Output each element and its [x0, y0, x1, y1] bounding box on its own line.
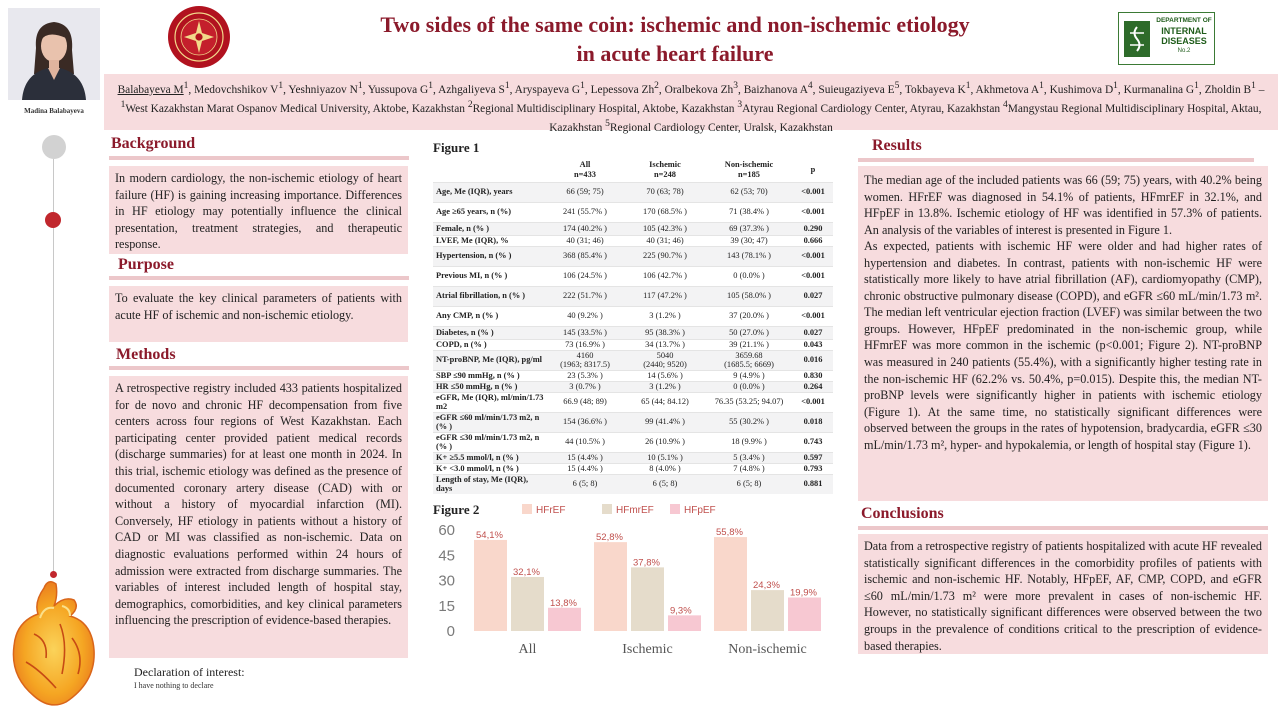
- table-header-cell: Ischemic n=248: [649, 160, 681, 179]
- cell-ischemic: 6 (5; 8): [625, 474, 705, 494]
- authors-affiliations: [104, 74, 1278, 135]
- figure-1-table-container: [433, 158, 833, 494]
- cell-non-ischemic: 6 (5; 8): [705, 474, 793, 494]
- bar-value-label: 52,8%: [596, 532, 623, 544]
- table-row: [433, 182, 833, 202]
- poster-title: [300, 10, 1050, 68]
- cell-ischemic: 8 (4.0% ): [625, 463, 705, 474]
- declaration-text: I have nothing to declare: [134, 681, 214, 690]
- cell-non-ischemic: 3659.68 (1685.5; 6669): [705, 350, 793, 370]
- row-label: Female, n (% ): [433, 222, 545, 235]
- cell-all: 174 (40.2% ): [545, 222, 625, 235]
- table-row: [433, 222, 833, 235]
- cell-all: 4160 (1963; 8317.5): [545, 350, 625, 370]
- bar: [788, 598, 821, 631]
- cell-p-value: 0.043: [793, 339, 833, 350]
- dept-logo-line-3: DISEASES: [1161, 36, 1207, 46]
- cell-all: 241 (55.7% ): [545, 202, 625, 222]
- x-category-label: Non-ischemic: [728, 642, 807, 657]
- cell-all: 154 (36.6% ): [545, 412, 625, 432]
- table-header-cell: All n=433: [574, 160, 596, 179]
- table-row: [433, 202, 833, 222]
- methods-divider: [109, 366, 409, 370]
- table-row: [433, 339, 833, 350]
- title-line-2: in acute heart failure: [576, 41, 774, 66]
- cell-ischemic: 34 (13.7% ): [625, 339, 705, 350]
- methods-heading: Methods: [116, 346, 176, 363]
- row-label: K+ ≥5.5 mmol/l, n (% ): [433, 452, 545, 463]
- bar-value-label: 13,8%: [550, 597, 577, 609]
- bar: [548, 608, 581, 631]
- cell-non-ischemic: 105 (58.0% ): [705, 286, 793, 306]
- row-label: Age ≥65 years, n (%): [433, 202, 545, 222]
- y-tick-label: 15: [438, 597, 455, 615]
- cell-non-ischemic: 50 (27.0% ): [705, 326, 793, 339]
- y-tick-label: 0: [446, 623, 455, 640]
- cell-non-ischemic: 55 (30.2% ): [705, 412, 793, 432]
- timeline-dot-small: [50, 571, 57, 578]
- y-tick-label: 30: [438, 572, 455, 590]
- cell-p-value: 0.016: [793, 350, 833, 370]
- figure-1-label: Figure 1: [433, 140, 480, 155]
- cell-non-ischemic: 76.35 (53.25; 94.07): [705, 392, 793, 412]
- table-row: [433, 432, 833, 452]
- bar: [594, 542, 627, 631]
- background-heading: Background: [111, 135, 196, 152]
- cell-p-value: 0.881: [793, 474, 833, 494]
- timeline-line: [53, 146, 54, 576]
- row-label: COPD, n (% ): [433, 339, 545, 350]
- results-heading: Results: [872, 137, 922, 154]
- table-row: [433, 326, 833, 339]
- row-label: Any CMP, n (% ): [433, 306, 545, 326]
- cell-all: 40 (9.2% ): [545, 306, 625, 326]
- table-row: [433, 246, 833, 266]
- row-label: HR ≤50 mmHg, n (% ): [433, 381, 545, 392]
- bar-value-label: 32,1%: [513, 566, 540, 578]
- row-label: eGFR ≤30 ml/min/1.73 m2, n (% ): [433, 432, 545, 452]
- cell-p-value: 0.264: [793, 381, 833, 392]
- legend-label: HFpEF: [684, 505, 716, 516]
- cell-ischemic: 26 (10.9% ): [625, 432, 705, 452]
- row-label: Previous MI, n (% ): [433, 266, 545, 286]
- cell-non-ischemic: 143 (78.1% ): [705, 246, 793, 266]
- bar-value-label: 37,8%: [633, 557, 660, 569]
- purpose-heading: Purpose: [118, 256, 174, 273]
- results-paragraph-1: The median age of the included patients was 66 (59; 75) years, with 40.2% being women. HFrEF was diagnosed in 54.1% of patients, HFmrEF in 32.1%, and HFpEF in 13.8%. Ischemic etiology of HF was identified in 57.3% of patients. An analysis of the variables of interest is presented in Figure 1.: [864, 173, 1262, 237]
- cell-ischemic: 106 (42.7% ): [625, 266, 705, 286]
- cell-p-value: 0.597: [793, 452, 833, 463]
- cell-all: 6 (5; 8): [545, 474, 625, 494]
- methods-text: A retrospective registry included 433 patients hospitalized for de novo and chronic HF decompensation from five centers across four regions of West Kazakhstan. Each participating center provided patient medical records (discharge summaries) for at least one month in 2024. In this trial, ischemic etiology was defined as the presence of documented coronary artery disease (CAD) with or without a history of myocardial infarction (MI). Conversely, HF etiology in patients without a history of CAD or MI was classified as non-ischemic. Data on diagnostic evaluations performed within 24 hours of admission were extracted from discharge summaries. The variables of interest included length of hospital stay, demographics, comorbidities, and key clinical parameters influencing the prescription of evidence-based therapies.: [109, 376, 408, 658]
- dept-logo-line-4: No.2: [1177, 48, 1191, 54]
- cell-all: 15 (4.4% ): [545, 452, 625, 463]
- row-label: eGFR ≤60 ml/min/1.73 m2, n (% ): [433, 412, 545, 432]
- cell-all: 66.9 (48; 89): [545, 392, 625, 412]
- cell-p-value: 0.027: [793, 286, 833, 306]
- row-label: Diabetes, n (% ): [433, 326, 545, 339]
- background-text: In modern cardiology, the non-ischemic etiology of heart failure (HF) is gaining increasing importance. Differences in HF etiology may potentially influence the clinical presentation, treatment strategies, and therapeutic response.: [109, 166, 408, 254]
- conclusions-divider: [858, 526, 1268, 530]
- cell-ischemic: 70 (63; 78): [625, 182, 705, 202]
- results-text: [858, 166, 1268, 501]
- cell-p-value: 0.018: [793, 412, 833, 432]
- cell-non-ischemic: 18 (9.9% ): [705, 432, 793, 452]
- dept-logo-line-1: DEPARTMENT OF: [1156, 17, 1212, 24]
- bar: [714, 537, 747, 631]
- cell-non-ischemic: 7 (4.8% ): [705, 463, 793, 474]
- results-divider: [858, 158, 1254, 162]
- table-row: [433, 474, 833, 494]
- table-row: [433, 392, 833, 412]
- cell-p-value: 0.290: [793, 222, 833, 235]
- presenter-photo: [8, 8, 100, 100]
- cell-p-value: 0.830: [793, 370, 833, 381]
- x-category-label: All: [518, 642, 537, 657]
- y-tick-label: 45: [438, 547, 455, 565]
- cell-p-value: <0.001: [793, 266, 833, 286]
- cell-all: 106 (24.5% ): [545, 266, 625, 286]
- figure-2-bar-chart: [432, 498, 842, 662]
- cell-non-ischemic: 39 (21.1% ): [705, 339, 793, 350]
- bar: [511, 577, 544, 631]
- cell-p-value: <0.001: [793, 182, 833, 202]
- cell-all: 145 (33.5% ): [545, 326, 625, 339]
- purpose-text: To evaluate the key clinical parameters of patients with acute HF of ischemic and non-ischemic etiology.: [109, 286, 408, 342]
- bar-value-label: 9,3%: [670, 605, 692, 617]
- table-row: [433, 370, 833, 381]
- row-label: NT-proBNP, Me (IQR), pg/ml: [433, 350, 545, 370]
- row-label: SBP ≤90 mmHg, n (% ): [433, 370, 545, 381]
- cell-non-ischemic: 69 (37.3% ): [705, 222, 793, 235]
- university-seal-logo: [167, 5, 231, 69]
- cell-all: 44 (10.5% ): [545, 432, 625, 452]
- cell-all: 3 (0.7% ): [545, 381, 625, 392]
- cell-p-value: 0.666: [793, 235, 833, 246]
- table-header-row: [433, 158, 833, 182]
- purpose-divider: [109, 276, 409, 280]
- table-header-cell: p: [810, 165, 816, 174]
- cell-non-ischemic: 39 (30; 47): [705, 235, 793, 246]
- legend-label: HFrEF: [536, 505, 566, 516]
- results-paragraph-2: As expected, patients with ischemic HF were older and had higher rates of hypertension and diabetes. In contrast, patients with non-ischemic HF were statistically more likely to have atrial fibrillation (AF), cardiomyopathy (CMP), chronic obstructive pulmonary disease (COPD), and eGFR ≤60 mL/min/1.73 m². The median left ventricular ejection fraction (LVEF) was similar between the two groups. However, HFpEF predominated in the non-ischemic group, while HFmrEF was more common in the ischemic (p<0.001; Figure 2). NT-proBNP was measured in 240 patients (55.4%), with a significantly higher testing rate in the non-ischemic HF (62.2% vs. 50.4%, p=0.015). Despite this, the median NT-proBNP levels were significantly higher in patients with ischemic etiology (Figure 1). At the same time, no statistically significant differences were observed between the groups in the rates of hypotension, bradycardia, eGFR ≤30 mL/min/1.73 m², hyper- and hypokalemia, or length of hospital stay (Figure 1).: [864, 239, 1262, 452]
- cell-p-value: <0.001: [793, 392, 833, 412]
- table-row: [433, 306, 833, 326]
- background-divider: [109, 156, 409, 160]
- table-header-cell: [433, 158, 545, 182]
- cell-non-ischemic: 71 (38.4% ): [705, 202, 793, 222]
- cell-ischemic: 99 (41.4% ): [625, 412, 705, 432]
- cell-p-value: <0.001: [793, 306, 833, 326]
- legend-swatch: [522, 504, 532, 514]
- table-row: [433, 235, 833, 246]
- cell-all: 23 (5.3% ): [545, 370, 625, 381]
- title-line-1: Two sides of the same coin: ischemic and non-ischemic etiology: [380, 12, 970, 37]
- row-label: eGFR, Me (IQR), ml/min/1.73 m2: [433, 392, 545, 412]
- cell-ischemic: 95 (38.3% ): [625, 326, 705, 339]
- presenter-name: Madina Balabayeva: [24, 107, 84, 115]
- cell-ischemic: 225 (90.7% ): [625, 246, 705, 266]
- table-row: [433, 381, 833, 392]
- legend-label: HFmrEF: [616, 505, 654, 516]
- table-row: [433, 452, 833, 463]
- cell-ischemic: 3 (1.2% ): [625, 306, 705, 326]
- department-emblem-icon: [1122, 19, 1152, 59]
- presenter-avatar-illustration: [8, 8, 100, 100]
- cell-ischemic: 40 (31; 46): [625, 235, 705, 246]
- cell-ischemic: 170 (68.5% ): [625, 202, 705, 222]
- conclusions-heading: Conclusions: [861, 505, 944, 522]
- row-label: Hypertension, n (% ): [433, 246, 545, 266]
- department-logo: [1118, 12, 1215, 65]
- cell-non-ischemic: 5 (3.4% ): [705, 452, 793, 463]
- y-tick-label: 60: [438, 522, 455, 539]
- cell-ischemic: 14 (5.6% ): [625, 370, 705, 381]
- row-label: LVEF, Me (IQR), %: [433, 235, 545, 246]
- bar-value-label: 54,1%: [476, 529, 503, 541]
- cell-non-ischemic: 37 (20.0% ): [705, 306, 793, 326]
- row-label: Age, Me (IQR), years: [433, 182, 545, 202]
- cell-all: 66 (59; 75): [545, 182, 625, 202]
- cell-all: 40 (31; 46): [545, 235, 625, 246]
- row-label: Length of stay, Me (IQR), days: [433, 474, 545, 494]
- bar: [474, 540, 507, 631]
- cell-all: 368 (85.4% ): [545, 246, 625, 266]
- bar: [668, 615, 701, 631]
- first-author: Balabayeva M: [117, 83, 184, 96]
- cell-p-value: <0.001: [793, 202, 833, 222]
- cell-p-value: <0.001: [793, 246, 833, 266]
- table-header-cell: Non-ischemic n=185: [724, 160, 774, 179]
- timeline-dot-red: [45, 212, 61, 228]
- dept-logo-line-2: INTERNAL: [1161, 26, 1207, 36]
- declaration-title: Declaration of interest:: [134, 665, 245, 679]
- cell-ischemic: 117 (47.2% ): [625, 286, 705, 306]
- bar-value-label: 19,9%: [790, 587, 817, 599]
- cell-non-ischemic: 9 (4.9% ): [705, 370, 793, 381]
- legend-swatch: [602, 504, 612, 514]
- timeline-dot-grey: [42, 135, 66, 159]
- cell-all: 73 (16.9% ): [545, 339, 625, 350]
- cell-ischemic: 65 (44; 84.12): [625, 392, 705, 412]
- bar-value-label: 24,3%: [753, 580, 780, 592]
- table-row: [433, 286, 833, 306]
- conclusions-text: Data from a retrospective registry of patients hospitalized with acute HF revealed statistically significant differences in the comorbidity profiles of patients with ischemic and non-ischemic HF. Notably, HFpEF, AF, CMP, COPD, and eGFR ≤60 mL/min/1.73 m² were more prevalent in cases of non-ischemic HF. However, no statistically significant differences were observed between the two groups in the prevalence of conditions critical to the prescription of evidence-based therapies.: [858, 534, 1268, 654]
- table-row: [433, 350, 833, 370]
- cell-ischemic: 5040 (2440; 9520): [625, 350, 705, 370]
- co-authors-and-affiliations: $^1$, Medovchshikov $V^1$, Yeshniyazov $N^1$, Yussupova $G^1$, Azhgaliyeva $S^1$, Aryspayeva $G^1$, Lepessova Zh$^2$, Oralbekova Zh$^3$, Baizhanova $A^4$, Suieugaziyeva $E^5$, Tokbayeva $K^1$, Akhmetova $A^1$, Kushimova $D^1$, Kurmanalina $G^1$, Zholdin $B^1$ – $^1$West Kazakhstan Marat Ospanov Medical University, Aktobe, Kazakhstan $^2$Regional Multidisciplinary Hospital, Aktobe, Kazakhstan $^3$Atyrau Regional Cardiology Center, Atyrau, Kazakhstan $^4$Mangystau Regional Multidisciplinary Hospital, Aktau, Kazakhstan $^5$Regional Cardiology Center, Uralsk, Kazakhstan: [120, 81, 1265, 135]
- cell-p-value: 0.027: [793, 326, 833, 339]
- table-row: [433, 266, 833, 286]
- cell-all: 15 (4.4% ): [545, 463, 625, 474]
- cell-p-value: 0.793: [793, 463, 833, 474]
- cell-non-ischemic: 0 (0.0% ): [705, 266, 793, 286]
- cell-ischemic: 3 (1.2% ): [625, 381, 705, 392]
- table-body: [433, 182, 833, 494]
- row-label: K+ <3.0 mmol/l, n (% ): [433, 463, 545, 474]
- table-row: [433, 463, 833, 474]
- cell-non-ischemic: 62 (53; 70): [705, 182, 793, 202]
- cell-p-value: 0.743: [793, 432, 833, 452]
- bar-value-label: 55,8%: [716, 527, 743, 539]
- heart-illustration-icon: [4, 578, 114, 710]
- x-category-label: Ischemic: [622, 642, 673, 657]
- cell-ischemic: 105 (42.3% ): [625, 222, 705, 235]
- row-label: Atrial fibrillation, n (% ): [433, 286, 545, 306]
- cell-ischemic: 10 (5.1% ): [625, 452, 705, 463]
- legend-swatch: [670, 504, 680, 514]
- figure-2-label: Figure 2: [433, 502, 480, 517]
- cell-all: 222 (51.7% ): [545, 286, 625, 306]
- bar: [631, 567, 664, 631]
- bar: [751, 590, 784, 631]
- table-row: [433, 412, 833, 432]
- figure-1-table: [433, 158, 833, 494]
- cell-non-ischemic: 0 (0.0% ): [705, 381, 793, 392]
